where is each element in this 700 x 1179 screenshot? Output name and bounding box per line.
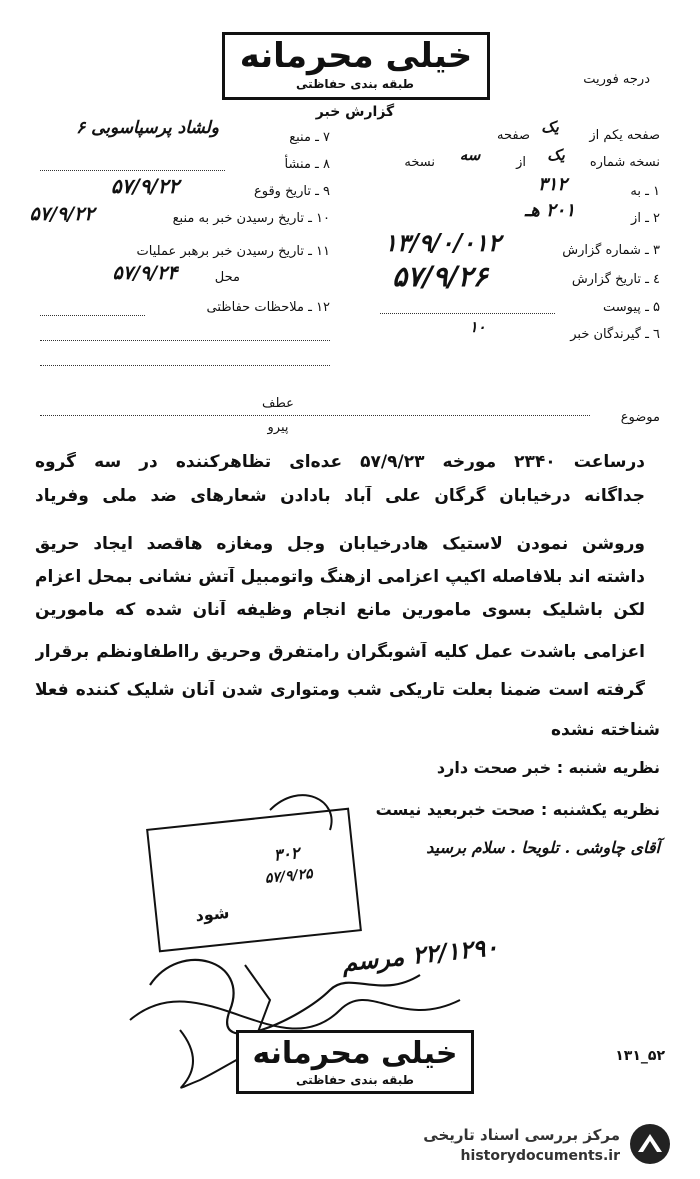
saturday-opinion: نظریه شنبه : خبر صحت دارد: [436, 758, 660, 777]
receipt-stamp-number: ۳۰۲: [272, 843, 301, 865]
copy-of-label: از: [516, 155, 526, 170]
footer-site-title: مرکز بررسی اسناد تاریخی: [423, 1126, 620, 1144]
from-value: ۲۰۱ هـ: [524, 200, 576, 221]
field-security-notes-label: ۱۲ ـ ملاحظات حفاظتی: [206, 300, 330, 315]
field-source-label: ۷ ـ منبع: [289, 130, 330, 145]
priority-label: درجه فوریت: [583, 72, 650, 87]
field-origin-line: [40, 170, 225, 171]
field-origin-label: ۸ ـ منشأ: [284, 157, 330, 172]
subject-label: موضوع: [620, 410, 660, 425]
footer-site-url[interactable]: historydocuments.ir: [460, 1148, 620, 1164]
from-label: ۲ ـ از: [631, 211, 660, 226]
field-place-label: محل: [214, 270, 240, 285]
receipt-stamp-text: شود: [194, 902, 231, 926]
report-date-label: ٤ ـ تاریخ گزارش: [571, 272, 660, 287]
receipt-stamp: [146, 808, 362, 953]
recipients-value: ۱۰: [469, 318, 486, 336]
attachment-label: ۵ ـ پیوست: [603, 300, 660, 315]
reference-label: عطف: [262, 396, 294, 411]
body-line: وروشن نمودن لاستیک هادرخیابان وجل ومغازه هاقصد ایجاد حریق: [35, 534, 645, 554]
field-occurrence-date-label: ۹ ـ تاریخ وقوع: [253, 184, 330, 199]
field-security-notes-line-3: [40, 365, 330, 366]
top-classification-stamp: [222, 32, 490, 100]
report-number-value: ۱۳/۹/۰/۰۱۲: [384, 228, 501, 257]
field-source-date-value: ۵۷/۹/۲۲: [29, 203, 95, 225]
field-security-notes-line-2: [40, 340, 330, 341]
sunday-opinion: نظریه یکشنبه : صحت خبربعید نیست: [375, 800, 660, 819]
subject-line: [40, 415, 590, 416]
top-stamp-subtext: طبقه بندی حفاظتی: [296, 77, 414, 91]
bottom-stamp-text: خیلی محرمانه: [252, 1036, 458, 1071]
copy-suffix: نسخه: [404, 155, 435, 170]
to-label: ۱ ـ به: [630, 184, 660, 199]
body-line: جداگانه درخیابان گرگان علی آباد بادادن شعارهای ضد ملی وفریاد: [35, 486, 645, 506]
field-security-notes-line-1: [40, 315, 145, 316]
body-line: اعزامی باشدت عمل کلیه آشوبگران رامتفرق وحریق رااطفاونظم برقرار: [35, 642, 645, 662]
report-title: گزارش خبر: [315, 104, 395, 120]
report-number-label: ۳ ـ شماره گزارش: [562, 243, 660, 258]
receipt-stamp-date: ۵۷/۹/۲۵: [264, 865, 314, 887]
field-place-value: ۵۷/۹/۲۴: [112, 262, 178, 284]
to-value: ۳۱۲: [537, 174, 567, 195]
body-line-last: شناخته نشده: [551, 720, 660, 740]
signature-date: ۲۲/۱۲۹۰ مرسم: [340, 931, 500, 978]
field-occurrence-date-value: ۵۷/۹/۲۲: [110, 174, 180, 198]
body-line: درساعت ۲۳۴۰ مورخه ۵۷/۹/۲۳ عده‌ای تظاهرکننده در سه گروه: [35, 452, 645, 472]
handwritten-note: آقای چاوشی . تلویحا . سلام برسید: [426, 838, 660, 857]
followup-label: پیرو: [267, 420, 289, 435]
copy-total-value: سه: [459, 146, 481, 164]
copy-number-value: یک: [547, 146, 565, 164]
bottom-classification-stamp: [236, 1030, 474, 1094]
bottom-stamp-subtext: طبقه بندی حفاظتی: [296, 1073, 414, 1087]
body-line: داشته اند بلافاصله اکیپ اعزامی ازهنگ واتومبیل آتش نشانی بمحل اعزام: [35, 567, 645, 587]
archive-logo-icon: [628, 1122, 672, 1166]
recipients-label: ٦ ـ گیرندگان خبر: [570, 327, 660, 342]
page-of-label: صفحه یکم از: [589, 128, 660, 143]
page-of-suffix: صفحه: [497, 128, 530, 143]
copy-number-label: نسخه شماره: [589, 155, 660, 170]
report-date-value: ۵۷/۹/۲۶: [392, 260, 488, 293]
page-of-value: یک: [541, 118, 559, 136]
body-line: گرفته است ضمنا بعلت تاریکی شب ومتواری شدن آنان شلیک کننده فعلا: [35, 680, 645, 700]
signature-stroke-2: [130, 1000, 460, 1029]
field-ops-date-label: ۱۱ ـ تاریخ رسیدن خبر برهبر عملیات: [136, 244, 330, 259]
top-stamp-text: خیلی محرمانه: [239, 36, 473, 76]
field-source-date-label: ۱۰ ـ تاریخ رسیدن خبر به منبع: [172, 211, 330, 226]
body-line: لکن باشلیک بسوی مامورین مانع انجام وظیفه آنان شده که مامورین: [35, 600, 645, 620]
field-source-value: ولشاد پرسپاسوبی ۶: [76, 118, 219, 138]
signature-stroke-4: [245, 965, 270, 1040]
document-code: ۵۲_۱۳۱: [615, 1048, 665, 1064]
attachment-line: [380, 313, 555, 314]
